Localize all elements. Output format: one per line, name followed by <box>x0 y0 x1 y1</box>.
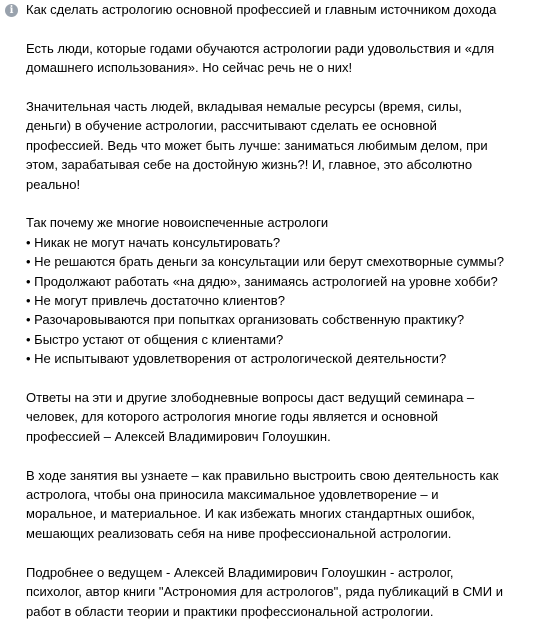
post-title: Как сделать астрологию основной профессией и главным источником дохода <box>26 2 497 17</box>
paragraph-line: Подробнее о ведущем - Алексей Владимирович Голоушкин - астролог, <box>26 564 454 580</box>
list-item: • Быстро устают от общения с клиентами? <box>26 331 284 347</box>
paragraph-line: реально! <box>26 176 81 192</box>
paragraph-line: профессией – Алексей Владимирович Голоушкин. <box>26 428 331 444</box>
list-item: • Разочаровываются при попытках организовать собственную практику? <box>26 312 465 328</box>
list-item: • Не могут привлечь достаточно клиентов? <box>26 293 285 309</box>
paragraph-line: человек, для которого астрология многие годы является и основной <box>26 409 439 425</box>
info-icon: i <box>5 4 18 17</box>
paragraph-line: этом, зарабатывая себе на достойную жизнь?! И, главное, это абсолютно <box>26 157 473 173</box>
paragraph-4 <box>26 466 532 544</box>
paragraph-line: деньги) в обучение астрологии, рассчитывают сделать ее основной <box>26 118 437 134</box>
list-item: • Не решаются брать деньги за консультации или берут смехотворные суммы? <box>26 254 504 270</box>
paragraph-1 <box>26 39 532 78</box>
paragraph-3 <box>26 388 532 446</box>
paragraph-line: Есть люди, которые годами обучаются астрологии ради удовольствия и «для <box>26 40 495 56</box>
list-item: • Продолжают работать «на дядю», занимаясь астрологией на уровне хобби? <box>26 273 498 289</box>
paragraph-line: профессией. Ведь что может быть лучше: заниматься любимым делом, при <box>26 137 488 153</box>
paragraph-line: Значительная часть людей, вкладывая немалые ресурсы (время, силы, <box>26 99 462 114</box>
paragraph-line: Ответы на эти и другие злободневные вопросы даст ведущий семинара – <box>26 390 475 406</box>
paragraph-2 <box>26 97 532 194</box>
paragraph-line: астролога, чтобы она приносила максимальное удовлетворение – и <box>26 487 439 503</box>
list-item: • Никак не могут начать консультировать? <box>26 234 281 250</box>
list-item: • Не испытывают удовлетворения от астрологической деятельности? <box>26 351 447 367</box>
post-content <box>26 0 532 621</box>
question-list <box>26 213 532 368</box>
paragraph-line: мешающих реализовать себя на ниве профессиональной астрологии. <box>26 525 452 541</box>
paragraph-line: домашнего использования». Но сейчас речь не о них! <box>26 60 353 76</box>
paragraph-line: работ в области теории и практики профессиональной астрологии. <box>26 603 434 619</box>
list-intro: Так почему же многие новоиспеченные астрологи <box>26 215 329 231</box>
paragraph-line: моральное, и материальное. И как избежать многих стандартных ошибок, <box>26 506 475 522</box>
paragraph-line: психолог, автор книги "Астрономия для астрологов", ряда публикаций в СМИ и <box>26 584 503 600</box>
paragraph-line: В ходе занятия вы узнаете – как правильно выстроить свою деятельность как <box>26 467 499 483</box>
paragraph-5 <box>26 563 532 621</box>
